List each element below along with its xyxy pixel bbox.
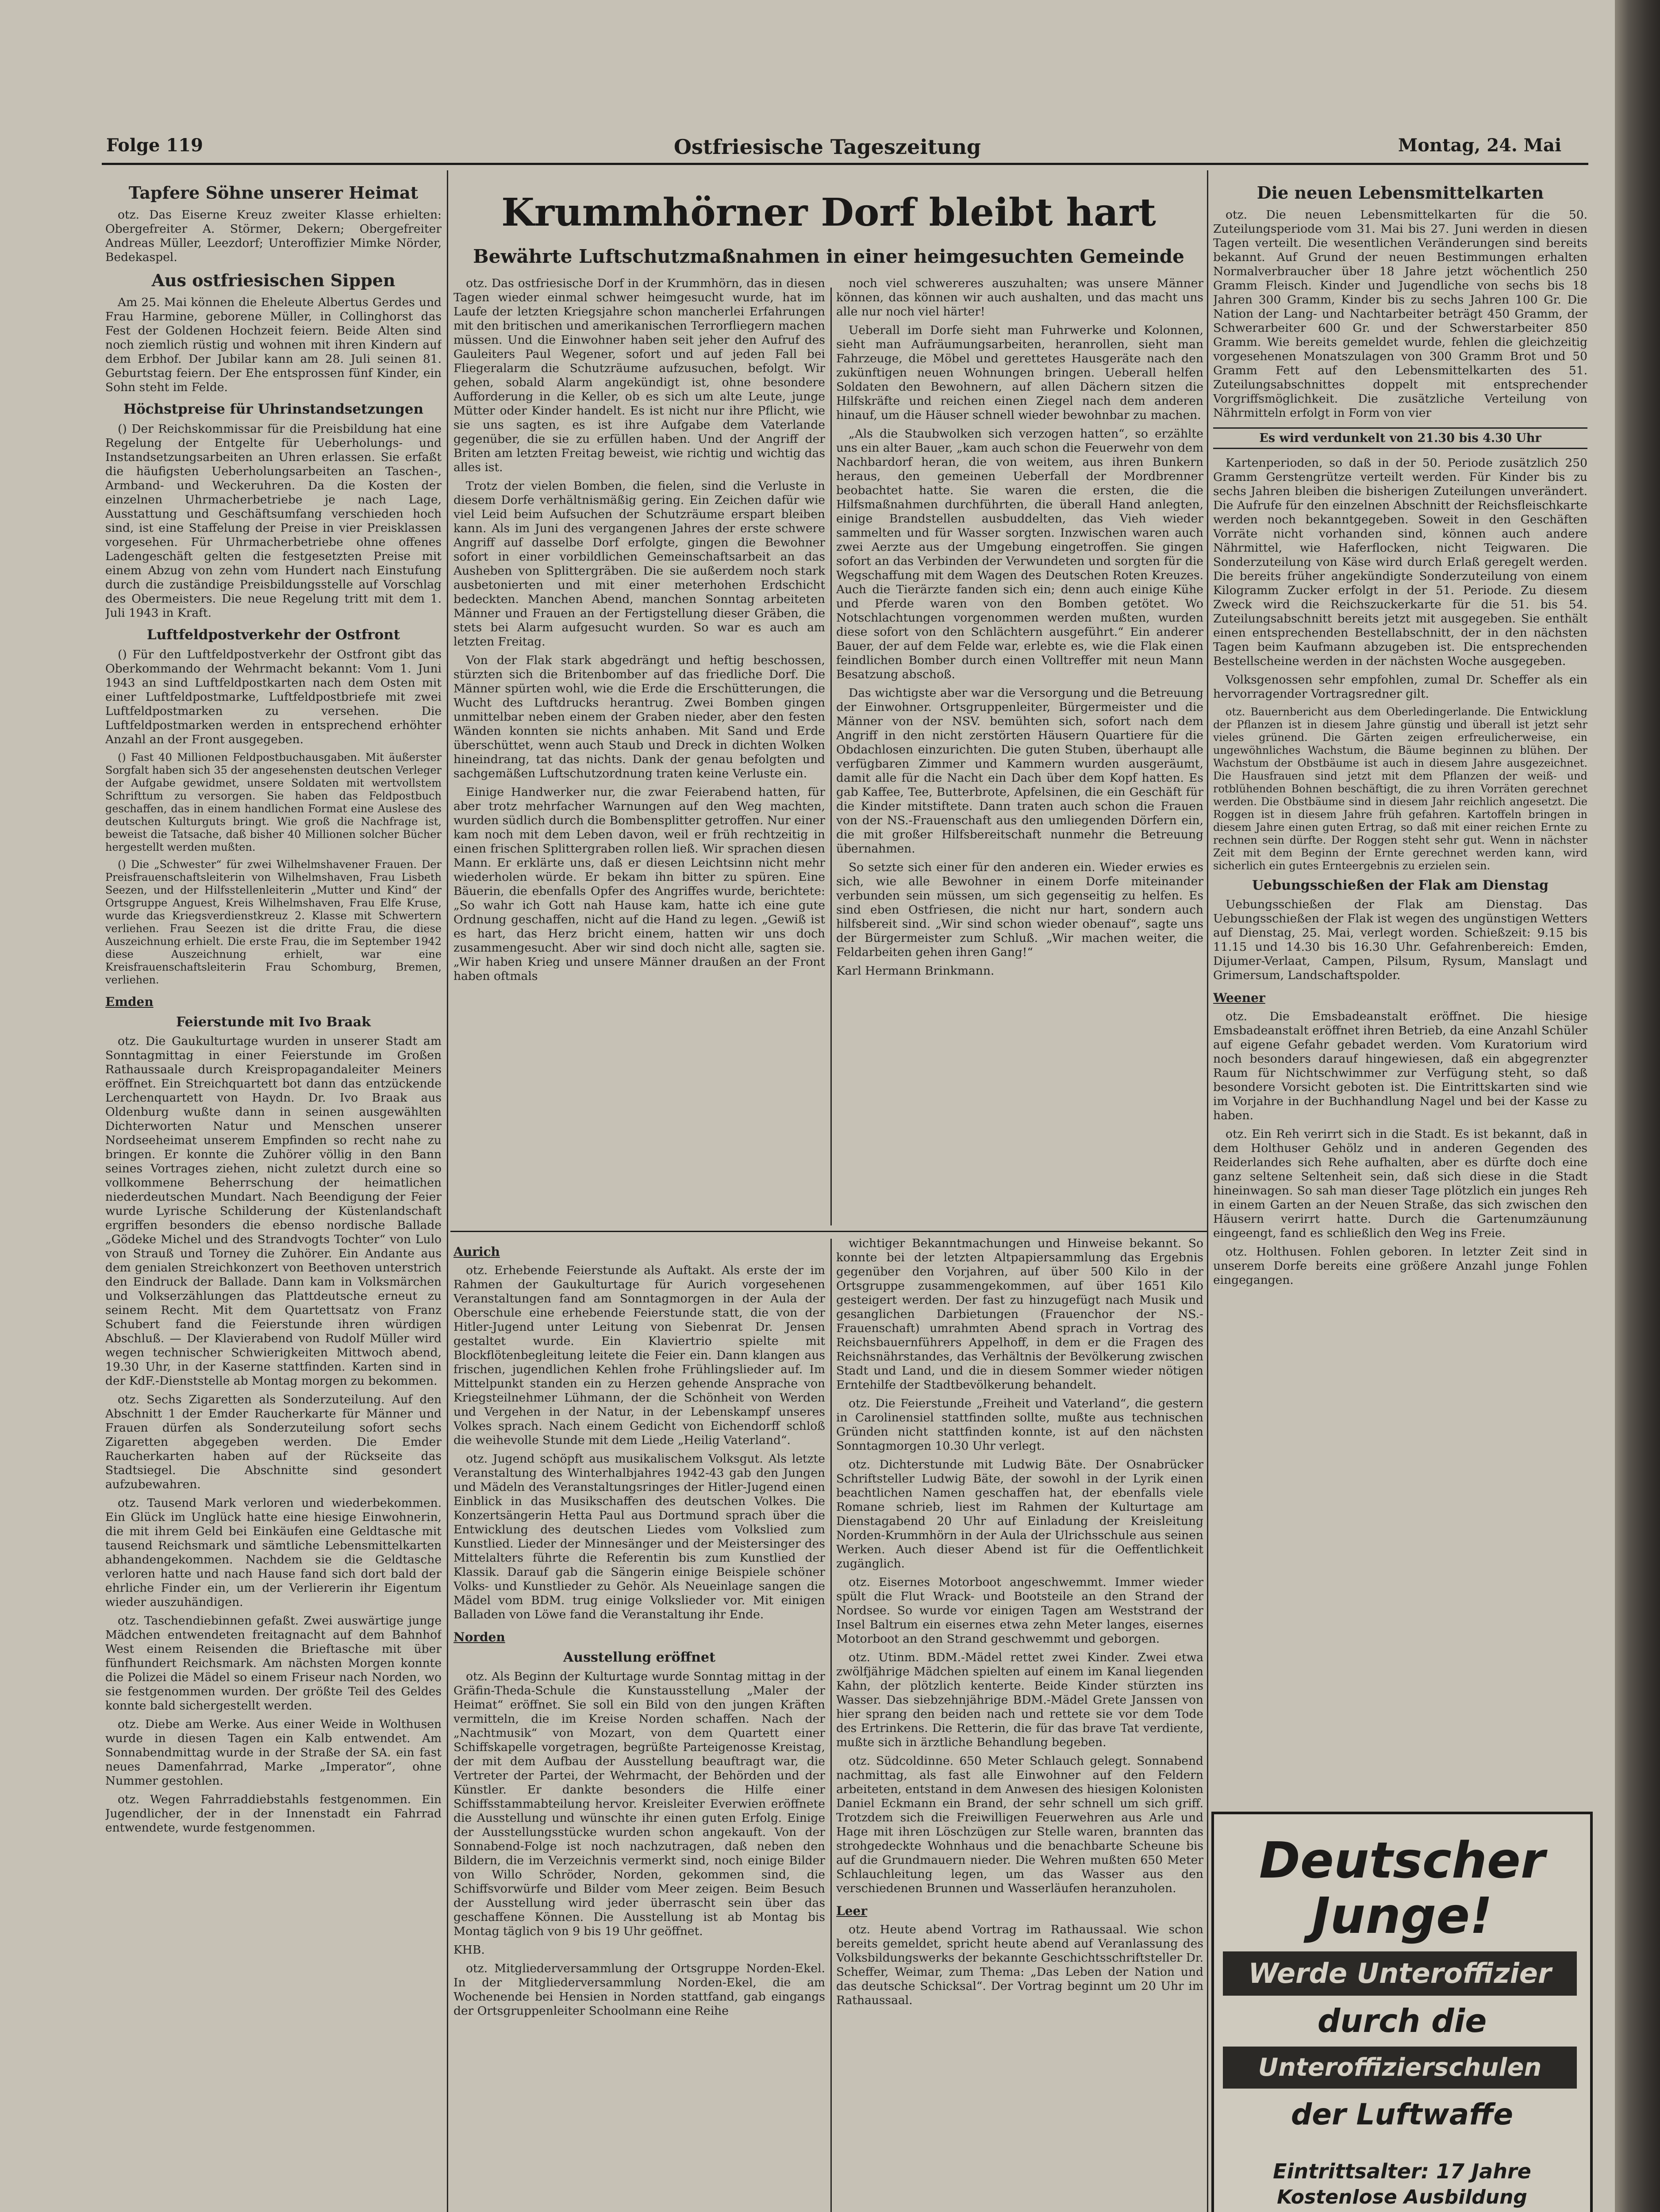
article-text: otz. Diebe am Werke. Aus einer Weide in Wolthusen wurde in diesen Tagen ein Kalb entwendet. Am Sonnabendmittag wurde in der Straße der SA. ein fast neues Damenfahrrad, Marke „Imperator“, ohne Nummer gestohlen. xyxy=(105,1717,442,1788)
article-text: So setzte sich einer für den anderen ein. Wieder erwies es sich, wie alle Bewohner in einem Dorfe miteinander verbunden sein müssen, um sich gegenseitig zu helfen. Es sind eben Ostfriesen, die nicht nur hart, sondern auch hilfsbereit sind. „Wir sind schon wieder obenauf“, sagte uns der Bürgermeister zum Schluß. „Wir machen weiter, die Feldarbeiten gehen ihren Gang!“ xyxy=(836,860,1203,959)
ad-band: Unteroffizierschulen xyxy=(1223,2047,1577,2089)
ad-band: Werde Unteroffizier xyxy=(1223,1951,1577,1996)
article-text: Das wichtigste aber war die Versorgung und die Betreuung der Einwohner. Ortsgruppenleiter, Bürgermeister und die Männer von der NSV. bemühten sich, sofort nach dem Angriff in den nicht zerstörten Häusern Quartiere für die Obdachlosen einzurichten. Die guten Stuben, überhaupt alle verfügbaren Zimmer und Kammern wurden ausgeräumt, damit alle für die Nacht ein Dach über dem Kopf hatten. Es gab Kaffee, Tee, Butterbrote, Apfelsinen, die ein Geschäft für die Kinder mitstiftete. Dann traten auch schon die Frauen von der NS.-Frauenschaft aus den umliegenden Dörfern ein, die mit großer Hilfsbereitschaft nunmehr die Betreuung übernahmen. xyxy=(836,686,1203,856)
header-rule xyxy=(102,163,1588,165)
section-emden: Emden xyxy=(105,995,154,1009)
main-subheadline: Bewährte Luftschutzmaßnahmen in einer heimgesuchten Gemeinde xyxy=(473,246,1184,267)
article-text: otz. Als Beginn der Kulturtage wurde Sonntag mittag in der Gräfin-Theda-Schule die Kunstausstellung „Maler der Heimat“ eröffnet. Sie soll ein Bild von den jungen Kräften vermitteln, die im Kreise Norden schaffen. Nach der „Nachtmusik“ von Mozart, von dem Quartett einer Schiffskapelle vorgetragen, begrüßte Parteigenosse Kreistag, der mit dem Aufbau der Ausstellung beauftragt war, die Vertreter der Partei, der Wehrmacht, der Behörden und der Künstler. Er dankte besonders die Hilfe einer Schiffsstammabteilung hervor. Kreisleiter Everwien eröffnete die Ausstellung und wünschte ihr einen guten Erfolg. Einige der Ausstellungsstücke wurden schon angekauft. Von der Sonnabend-Folge ist noch nachzutragen, daß neben den Bildern, die im Verzeichnis vermerkt sind, noch einige Bilder von Willo Schröder, Norden, gekommen sind, die Schiffsvorwürfe und Bilder vom Meer zeigen. Beim Besuch der Ausstellung wird jeder überrascht sein über das geschaffene Können. Die Ausstellung ist ab Montag bis Montag täglich von 9 bis 19 Uhr geöffnet. xyxy=(453,1670,825,1938)
ad-headline: Junge! xyxy=(1311,1887,1493,1945)
article-text: Uebungsschießen der Flak am Dienstag. Das Uebungsschießen der Flak ist wegen des ungünstigen Wetters auf Dienstag, 25. Mai, verlegt worden. Schießzeit: 9.15 bis 11.15 und 14.30 bis 16.30 Uhr. Gefahrenbereich: Emden, Dijumer-Verlaat, Campen, Pilsum, Rysum, Manslagt und Grimersum, Landschaftspolder. xyxy=(1213,898,1587,982)
heading-braak: Feierstunde mit Ivo Braak xyxy=(176,1014,371,1030)
article-text: otz. Die Gaukulturtage wurden in unserer Stadt am Sonntagmittag in einer Feierstunde im Großen Rathaussaale durch Kreispropagandaleiter Meiners eröffnet. Ein Streichquartett bot dann das entzückende Lerchenquartett von Haydn. Dr. Ivo Braak aus Oldenburg wußte dann in seinen ausgewählten Dichterworten Natur und Menschen unserer Nordseeheimat unserem Empfinden so recht nahe zu bringen. Er konnte die Zuhörer völlig in den Bann seines Vortrages ziehen, nicht zuletzt durch eine so vollkommene Beherrschung der heimatlichen niederdeutschen Mundart. Nach Beendigung der Feier wurde Lyrische Schilderung der Küstenlandschaft ergriffen besonders die ebenso nordische Ballade „Gödeke Michel und des Strandvogts Tochter“ von Lulo von Strauß und Torney die Zuhörer. Ein Andante aus dem genialen Streichkonzert von Beethoven unterstrich den Eindruck der Ballade. Dann kam in Volksmärchen und Volkserzählungen das Plattdeutsche erneut zu seinem Recht. Mit dem Quartettsatz von Franz Schubert fand die Feierstunde ihren würdigen Abschluß. — Der Klavierabend von Rudolf Müller wird wegen technischer Schwierigkeiten Mittwoch abend, 19.30 Uhr, in der Kaserne stattfinden. Karten sind in der KdF.-Dienststelle ab Montag morgen zu bekommen. xyxy=(105,1034,442,1388)
lower-mid-column xyxy=(836,1237,1203,2212)
article-text: Volksgenossen sehr empfohlen, zumal Dr. Scheffer als ein hervorragender Vortragsredner gilt. xyxy=(1213,673,1587,701)
section-weener: Weener xyxy=(1213,991,1265,1005)
author-signature: KHB. xyxy=(453,1943,485,1957)
section-leer: Leer xyxy=(836,1904,868,1918)
ad-detail: Eintrittsalter: 17 Jahre xyxy=(1273,2159,1531,2183)
article-text: Einige Handwerker nur, die zwar Feierabend hatten, für aber trotz mehrfacher Warnungen auf den Weg machten, wurden südlich durch die Bombensplitter getroffen. Nur einer kam noch mit dem Leben davon, weil er früh rechtzeitig in einen frischen Splittergraben rollen ließ. Wir sprachen diesen Mann. Er erklärte uns, daß er diesen Leichtsinn nicht mehr wiederholen würde. Er bekam ihn bitter zu spüren. Eine Bäuerin, die ebenfalls Opfer des Angriffes wurde, berichtete: „So wahr ich Gott nah Hause kam, hatte ich eine gute Ordnung geschaffen, nicht auf die Hand zu legen. „Gewiß ist es hart, das Herz bricht einem, hatten wir uns doch zusammengesucht. Aber wir sind doch nicht alle, sagten sie. „Wir haben Krieg und unsere Männer draußen an der Front haben oftmals xyxy=(453,785,825,983)
section-norden: Norden xyxy=(453,1630,505,1644)
article-text: Am 25. Mai können die Eheleute Albertus Gerdes und Frau Harmine, geborene Müller, in Collinghorst das Fest der Goldenen Hochzeit feiern. Beide Alten sind noch ziemlich rüstig und wohnen mit ihren Kindern auf dem Erbhof. Der Jubilar kann am 28. Juli seinen 81. Geburtstag feiern. Der Ehe entsprossen fünf Kinder, ein Sohn steht im Felde. xyxy=(105,296,442,394)
lower-left-column xyxy=(453,1237,825,2212)
main-article-col-b xyxy=(836,276,1203,1228)
article-text: otz. Die neuen Lebensmittelkarten für die 50. Zuteilungsperiode vom 31. Mai bis 27. Juni werden in diesen Tagen verteilt. Die wesentlichen Veränderungen sind bereits bekannt. Auf Grund der neuen Bestimmungen erhalten Normalverbraucher über 18 Jahre jetzt wöchentlich 250 Gramm Fleisch. Kinder und Jugendliche von sechs bis 18 Jahren 300 Gramm, Kinder bis zu sechs Jahren 100 Gr. Die Nation der Lang- und Nachtarbeiter beträgt 450 Gramm, der Schwerarbeiter 600 Gr. und der Schwerstarbeiter 850 Gramm. Wie bereits gemeldet wurde, fehlen die gleichzeitig vorgesehenen Monatszulagen von 300 Gramm Brot und 50 Gramm Fett auf den Lebensmittelkarten des 51. Zuteilungsabschnittes doppelt mit entsprechender Vorgriffsmöglichkeit. Die zusätzliche Verteilung von Nährmitteln erfolgt in Form von vier xyxy=(1213,208,1587,420)
article-text: „Als die Staubwolken sich verzogen hatten“, so erzählte uns ein alter Bauer, „kam auch schon die Feuerwehr von dem Nachbardorf heran, die von weitem, aus ihren Bunkern heraus, den gemeinen Ueberfall der Mordbrenner beobachtet hatte. Sie waren die ersten, die die Hilfsmaßnahmen durchführten, die überall Hand anlegten, einige Brandstellen ausbuddelten, das Vieh wieder sammelten und für Wasser sorgten. Inzwischen waren auch zwei Aerzte aus der Umgebung eingetroffen. Sie gingen sofort an das Verbinden der Verwundeten und sorgten für die Wegschaffung mit dem Wagen des Deutschen Roten Kreuzes. Auch die Tierärzte fanden sich ein; denn auch einige Kühe und Pferde waren von den Bomben getötet. Wo Notschlachtungen vorgenommen werden mußten, wurden diese sofort von den Schlächtern ausgeführt.“ Ein anderer Bauer, der auf dem Felde war, erlebte es, wie die Flak einen feindlichen Bomber durch einen Volltreffer mit neun Mann Besatzung abschoß. xyxy=(836,427,1203,681)
section-aurich: Aurich xyxy=(453,1244,500,1259)
article-text: otz. Ein Reh verirrt sich in die Stadt. Es ist bekannt, daß in dem Holthuser Gehölz und in anderen Gegenden des Reiderlandes sich Rehe aufhalten, aber es dürfte doch eine ganz seltene Seltenheit sein, daß sich diese in die Stadt hineinwagen. So sah man dieser Tage plötzlich ein junges Reh in einem Garten an der Neuen Straße, das sich zwischen den Häusern verirrt hatte. Durch die Gartenumzäunung eingeengt, fand es schließlich den Weg ins Freie. xyxy=(1213,1127,1587,1240)
heading-preise: Höchstpreise für Uhrinstandsetzungen xyxy=(123,401,424,417)
article-text: otz. Wegen Fahrraddiebstahls festgenommen. Ein Jugendlicher, der in der Innenstadt ein Fahrrad entwendete, wurde festgenommen. xyxy=(105,1793,442,1835)
heading-feldpost: Luftfeldpostverkehr der Ostfront xyxy=(146,627,400,643)
article-text: otz. Heute abend Vortrag im Rathaussaal. Wie schon bereits gemeldet, spricht heute abend auf Veranlassung des Volksbildungswerks der bekannte Geschichtsschriftsteller Dr. Scheffer, Weimar, zum Thema: „Das Leben der Nation und das deutsche Schicksal“. Der Vortrag beginnt um 20 Uhr im Rathaussaal. xyxy=(836,1923,1203,2007)
ad-text: der Luftwaffe xyxy=(1291,2097,1514,2131)
article-text: Von der Flak stark abgedrängt und heftig beschossen, stürzten sich die Britenbomber auf das friedliche Dorf. Die Männer spürten wohl, wie die Erde die Erschütterungen, die Wucht des Luftdrucks herantrug. Zwei Bomben gingen unmittelbar neben einem der Graben nieder, aber den festen Wänden konnten sie nichts anhaben. Mit Sand und Erde überschüttet, wenn auch Staub und Dreck in dichten Wolken hineindrang, tat das nichts. Dank der genau befolgten und sachgemäßen Luftschutzordnung traten keine Verluste ein. xyxy=(453,653,825,780)
column-divider xyxy=(1207,170,1208,2212)
article-text: otz. Die Feierstunde „Freiheit und Vaterland“, die gestern in Carolinensiel stattfinden sollte, mußte aus technischen Gründen nicht stattfinden konnte, ist auf den nächsten Sonntagmorgen 10.30 Uhr verlegt. xyxy=(836,1397,1203,1453)
article-text: otz. Mitgliederversammlung der Ortsgruppe Norden-Ekel. In der Mitgliederversammlung Norden-Ekel, die am Wochenende bei Hensien in Norden stattfand, gab eingangs der Ortsgruppenleiter Schoolmann eine Reihe xyxy=(453,1962,825,2018)
column-divider xyxy=(830,288,832,1225)
issue-number: Folge 119 xyxy=(106,135,203,156)
article-text: otz. Dichterstunde mit Ludwig Bäte. Der Osnabrücker Schriftsteller Ludwig Bäte, der sowohl in der Lyrik einen beachtlichen Namen geschaffen hat, der ebenfalls viele Romane schrieb, liest im Rahmen der Kulturtage am Dienstagabend 20 Uhr auf Einladung der Kreisleitung Norden-Krummhörn in der Aula der Ulrichsschule aus seinen Werken. Auch dieser Abend ist für die Oeffentlichkeit zugänglich. xyxy=(836,1458,1203,1571)
article-text: noch viel schwereres auszuhalten; was unsere Männer können, das können wir auch aushalten, und das macht uns alle nur noch viel härter! xyxy=(836,276,1203,319)
article-text: () Der Reichskommissar für die Preisbildung hat eine Regelung der Entgelte für Ueberholungs- und Instandsetzungsarbeiten an Uhren erlassen. Sie erfaßt die häufigsten Ueberholungsarbeiten an Taschen-, Armband- und Weckeruhren. Da die Kosten der einzelnen Uhrmacherbetriebe je nach Lage, Ausstattung und Geschäftsumfang verschieden hoch sind, ist eine Staffelung der Preise in vier Preisklassen vorgesehen. Für Uhrmacherbetriebe ohne offenes Ladengeschäft gelten die festgesetzten Preise mit einem Abzug von zehn vom Hundert nach Einstufung durch die zuständige Preisbildungsstelle auf Vorschlag des Obermeisters. Die neue Regelung tritt mit dem 1. Juli 1943 in Kraft. xyxy=(105,422,442,620)
book-binding xyxy=(1615,0,1660,2212)
blackout-notice: Es wird verdunkelt von 21.30 bis 4.30 Uhr xyxy=(1213,427,1587,449)
left-column xyxy=(105,177,442,2212)
ad-detail: Kostenlose Ausbildung xyxy=(1277,2186,1527,2208)
heading-ausstellung: Ausstellung eröffnet xyxy=(563,1650,715,1665)
article-text: otz. Taschendiebinnen gefaßt. Zwei auswärtige junge Mädchen entwendeten freitagnacht auf dem Bahnhof West einem Reisenden die Brieftasche mit über fünfhundert Reichsmark. Am nächsten Morgen konnte die Polizei die Mädel so einem Friseur nach Norden, wo sie festgenommen wurden. Der größte Teil des Geldes konnte bald sichergestellt werden. xyxy=(105,1614,442,1713)
article-text: otz. Sechs Zigaretten als Sonderzuteilung. Auf den Abschnitt 1 der Emder Raucherkarte für Männer und Frauen dürfen als Sonderzuteilung sofort sechs Zigaretten abgegeben werden. Die Emder Raucherkarten haben auf der Rückseite das Stadtsiegel. Die Abschnitte sind gesondert aufzubewahren. xyxy=(105,1393,442,1491)
heading-tapfere: Tapfere Söhne unserer Heimat xyxy=(128,183,419,203)
column-divider xyxy=(830,1239,832,2212)
heading-sippen: Aus ostfriesischen Sippen xyxy=(151,270,396,290)
heading-lebensmittelkarten: Die neuen Lebensmittelkarten xyxy=(1257,183,1544,203)
article-text: otz. Das ostfriesische Dorf in der Krummhörn, das in diesen Tagen wieder einmal schwer heimgesucht wurde, hat im Laufe der letzten Kriegsjahre schon mancherlei Erfahrungen mit den britischen und amerikanischen Terrorfliegern machen müssen. Und die Einwohner haben seit jeher den Aufruf des Gauleiters Paul Wegener, sofort und auf jeden Fall bei Fliegeralarm die Schutzräume aufzusuchen, befolgt. Wir gehen, sobald Alarm angekündigt ist, ohne besondere Aufforderung in die Keller, ob es sich um alte Leute, junge Mütter oder Kinder handelt. Es ist nicht nur ihre Pflicht, wie sie uns sagten, es ist ihre Aufgabe dem Vaterlande gegenüber, die sie zu erfüllen haben. Und der Angriff der Briten am letzten Freitag beweist, wie richtig und wichtig das alles ist. xyxy=(453,276,825,474)
main-headline: Krummhörner Dorf bleibt hart xyxy=(501,190,1156,235)
article-text: () Fast 40 Millionen Feldpostbuchausgaben. Mit äußerster Sorgfalt haben sich 35 der angesehensten deutschen Verleger der Aufgabe gewidmet, unsere Soldaten mit wertvollstem Schrifttum zu versorgen. Sie haben das Feldpostbuch geschaffen, das in einem handlichen Format eine Auslese des deutschen Kulturguts bringt. Wie groß die Nachfrage ist, beweist die Tatsache, daß bisher 40 Millionen solcher Bücher hergestellt werden mußten. xyxy=(105,751,442,853)
issue-date: Montag, 24. Mai xyxy=(1398,135,1562,156)
article-text: otz. Jugend schöpft aus musikalischem Volksgut. Als letzte Veranstaltung des Winterhalbjahres 1942-43 gab den Jungen und Mädeln des Veranstaltungsringes der Hitler-Jugend einen Einblick in das Musikschaffen des deutschen Volkes. Die Konzertsängerin Hetta Paul aus Dortmund sprach über die Entwicklung des deutschen Liedes vom Volkslied zum Kunstlied. Lieder der Minnesänger und der Meistersinger des Mittelalters führte die Referentin bis zum Kunstlied der Klassik. Darauf gab die Sängerin einige Beispiele schöner Volks- und Kunstlieder zu Gehör. Als Neueinlage sangen die Mädel vom BDM. trug einige Volkslieder vor. Mit einigen Balladen von Löwe fand die Veranstaltung ihr Ende. xyxy=(453,1452,825,1621)
right-column xyxy=(1213,177,1587,1805)
article-text: otz. Erhebende Feierstunde als Auftakt. Als erste der im Rahmen der Gaukulturtage für Aurich vorgesehenen Veranstaltungen fand am Sonntagmorgen in der Aula der Oberschule eine erhebende Feierstunde statt, die von der Hitler-Jugend unter Leitung von Siebenrat Dr. Jensen gestaltet wurde. Ein Klaviertrio spielte mit Blockflötenbegleitung leitete die Feier ein. Dann klangen aus frischen, jugendlichen Kehlen frohe Frühlingslieder auf. Im Mittelpunkt standen ein zu Herzen gehende Ansprache von Kriegsteilnehmer Lühmann, der die Schönheit von Werden und Vergehen in der Natur, in der Lebenskampf unseres Volkes sprach. Nach einem Gedicht von Eichendorff schloß die weihevolle Stunde mit dem Liede „Heilig Vaterland“. xyxy=(453,1263,825,1447)
article-text: otz. Eisernes Motorboot angeschwemmt. Immer wieder spült die Flut Wrack- und Bootsteile an den Strand der Nordsee. So wurde vor einigen Tagen am Weststrand der Insel Baltrum ein eisernes etwa zehn Meter langes, eisernes Motorboot an den Strand geschwemmt und geborgen. xyxy=(836,1575,1203,1646)
article-text: otz. Holthusen. Fohlen geboren. In letzter Zeit sind in unserem Dorfe bereits eine größere Anzahl junge Fohlen eingegangen. xyxy=(1213,1245,1587,1287)
article-text: otz. Das Eiserne Kreuz zweiter Klasse erhielten: Obergefreiter A. Störmer, Dekern; Obergefreiter Andreas Müller, Leezdorf; Unteroffizier Mimke Nörder, Bedekaspel. xyxy=(105,208,442,264)
article-text: () Für den Luftfeldpostverkehr der Ostfront gibt das Oberkommando der Wehrmacht bekannt: Vom 1. Juni 1943 an sind Luftfeldpostkarten nach dem Osten mit einer Luftfeldpostmarke, Luftfeldpostbriefe mit zwei Luftfeldpostmarken zu versehen. Die Luftfeldpostmarken werden in entsprechend erhöhter Anzahl an der Front ausgegeben. xyxy=(105,648,442,746)
article-text: otz. Tausend Mark verloren und wiederbekommen. Ein Glück im Unglück hatte eine hiesige Einwohnerin, die mit ihrem Geld bei Einkäufen eine Geldtasche mit tausend Reichsmark und sämtliche Lebensmittelkarten abhandengekommen. Nachdem sie die Geldtasche verloren hatte und nach Hause fand sich dort bald der ehrliche Finder ein, um der Verliererin ihr Eigentum wieder auszuhändigen. xyxy=(105,1496,442,1609)
ad-text: durch die xyxy=(1317,2002,1487,2039)
heading-flak: Uebungsschießen der Flak am Dienstag xyxy=(1252,878,1549,893)
article-text: otz. Bauernbericht aus dem Oberledingerlande. Die Entwicklung der Pflanzen ist in diesem Jahre günstig und überall ist jetzt sehr vieles grünend. Die Gärten zeigen erfreulicherweise, ein ungewöhnliches Wachstum, die Bäume beginnen zu blühen. Der Wachstum der Obstbäume ist auch in diesem Jahre ausgezeichnet. Die Hausfrauen sind jetzt mit dem Pflanzen der weiß- und rotblühenden Bohnen beschäftigt, die zu ihren Vorräten gerechnet werden. Die Obstbäume sind in diesem Jahr reichlich angesetzt. Die Roggen ist in diesem Jahre früh gefahren. Kartoffeln bringen in diesem Jahre einen guten Ertrag, so daß mit einer reichen Ernte zu rechnen sein dürfte. Der Roggen steht sehr gut. Wenn in nächster Zeit mit dem Beginn der Ernte gerechnet werden kann, wird sicherlich ein gutes Ernteergebnis zu erzielen sein. xyxy=(1213,706,1587,872)
column-divider xyxy=(447,170,448,2212)
article-text: otz. Südcoldinne. 650 Meter Schlauch gelegt. Sonnabend nachmittag, als fast alle Einwohner auf den Feldern arbeiteten, entstand in dem Anwesen des hiesigen Kolonisten Daniel Eckmann ein Brand, der sehr schnell um sich griff. Trotzdem sich die Freiwilligen Feuerwehren aus Arle und Hage mit ihren Löschzügen zur Stelle waren, brannten das strohgedeckte Wohnhaus und die benachbarte Scheune bis auf die Grundmauern nieder. Die Wehren mußten 650 Meter Schlauchleitung legen, um das Wasser aus den verschiedenen Brunnen und Wasserläufen heranzuholen. xyxy=(836,1754,1203,1895)
main-article-col-a xyxy=(453,276,825,1228)
article-text: wichtiger Bekanntmachungen und Hinweise bekannt. So konnte bei der letzten Altpapiersammlung das Ergebnis gegenüber den Vorjahren, auf über 500 Kilo in der Ortsgruppe zusammengekommen, auf über 1651 Kilo gesteigert werden. Der fast zu hinzugefügt nach Musik und gesanglichen Darbietungen (Frauenchor der NS.-Frauenschaft) umrahmten Abend sprach in Vortrag des Reichsbauernführers Appelhoff, in dem er die Fragen des Reichsnährstandes, das Verhältnis der Bevölkerung zwischen Stadt und Land, und die in diesem Sommer wieder nötigen Erntehilfe der Stadtbevölkerung behandelt. xyxy=(836,1237,1203,1392)
article-text: otz. Utinm. BDM.-Mädel rettet zwei Kinder. Zwei etwa zwölfjährige Mädchen spielten auf einem im Kanal liegenden Kahn, der plötzlich kenterte. Beide Kinder stürzten ins Wasser. Das siebzehnjährige BDM.-Mädel Grete Janssen von hier sprang den beiden nach und rettete sie vor dem Tode des Ertrinkens. Die Retterin, die für das brave Tat verdiente, mußte sich in ärztliche Behandlung begeben. xyxy=(836,1651,1203,1749)
article-text: Trotz der vielen Bomben, die fielen, sind die Verluste in diesem Dorfe verhältnismäßig gering. Ein Zeichen dafür wie viel Leid beim Aufsuchen der Schutzräume erspart bleiben kann. Als im Juni des vergangenen Jahres der erste schwere Angriff auf dasselbe Dorf erfolgte, gingen die Bewohner sofort in einer vorbildlichen Gemeinschaftsarbeit an das Ausheben von Splittergräben. Die sie außerdem noch stark ausbetonierten und mit einer meterhohen Erdschicht bedeckten. Manchen Abend, manchen Sonntag arbeiteten Männer und Frauen an der Fertigstellung dieser Gräben, die stets bei Alarm aufgesucht wurden. So war es auch am letzten Freitag. xyxy=(453,479,825,649)
newspaper-title: Ostfriesische Tageszeitung xyxy=(673,135,981,159)
ad-headline: Deutscher xyxy=(1259,1832,1545,1889)
section-rule xyxy=(450,1231,1207,1232)
article-text: Ueberall im Dorfe sieht man Fuhrwerke und Kolonnen, sieht man Aufräumungsarbeiten, heranrollen, sieht man Fahrzeuge, die Möbel und gerettetes Hausgeräte nach den zukünftigen neuen Wohnungen bringen. Ueberall helfen Soldaten den Bewohnern, auf allen Dächern sitzen die Hilfskräfte und reichen einen Ziegel nach dem anderen hinauf, um die Häuser schnell wieder bewohnbar zu machen. xyxy=(836,323,1203,422)
recruitment-advertisement xyxy=(1211,1812,1593,2212)
author-signature: Karl Hermann Brinkmann. xyxy=(836,964,995,978)
article-text: Kartenperioden, so daß in der 50. Periode zusätzlich 250 Gramm Gerstengrütze verteilt werden. Für Kinder bis zu sechs Jahren bleiben die bisherigen Zuteilungen unverändert. Die Aufrufe für den einzelnen Abschnitt der Reichsfleischkarte werden noch bekanntgegeben. Soweit in den Geschäften Vorräte nicht vorhanden sind, können auch andere Nährmittel, wie Haferflocken, nicht Teigwaren. Die Sonderzuteilung von Käse wird durch Erlaß geregelt werden. Die bereits früher angekündigte Sonderzuteilung von einem Kilogramm Zucker erfolgt in der 51. Periode. Zu diesem Zweck wird die Reichszuckerkarte für die 51. bis 54. Zuteilungsabschnitt bereits jetzt mit ausgegeben. Sie enthält einen entsprechenden Bestellabschnitt, der in den nächsten Tagen beim Kaufmann abzugeben ist. Die entsprechenden Bestellscheine werden in der nächsten Woche ausgegeben. xyxy=(1213,456,1587,668)
article-text: otz. Die Emsbadeanstalt eröffnet. Die hiesige Emsbadeanstalt eröffnet ihren Betrieb, da eine Anzahl Schüler auf eigene Gefahr gebadet werden. Vom Kuratorium wird noch besonders darauf hingewiesen, daß ein abgegrenzter Raum für Nichtschwimmer zur Verfügung steht, so daß besondere Vorsicht geboten ist. Die Eintrittskarten sind wie im Vorjahre in der Buchhandlung Nagel und bei der Kasse zu haben. xyxy=(1213,1010,1587,1122)
article-text: () Die „Schwester“ für zwei Wilhelmshavener Frauen. Der Preisfrauenschaftsleiterin von Wilhelmshaven, Frau Lisbeth Seezen, und der Hilfsstellenleiterin „Mutter und Kind“ der Ortsgruppe Anguest, Kreis Wilhelmshaven, Frau Elfe Kruse, wurde das Kriegsverdienstkreuz 2. Klasse mit Schwertern verliehen. Frau Seezen ist die dritte Frau, die diese Auszeichnung erhielt. Die erste Frau, die im September 1942 diese Auszeichnung erhielt, war eine Kreisfrauenschaftsleiterin Frau Schomburg, Bremen, verliehen. xyxy=(105,858,442,986)
